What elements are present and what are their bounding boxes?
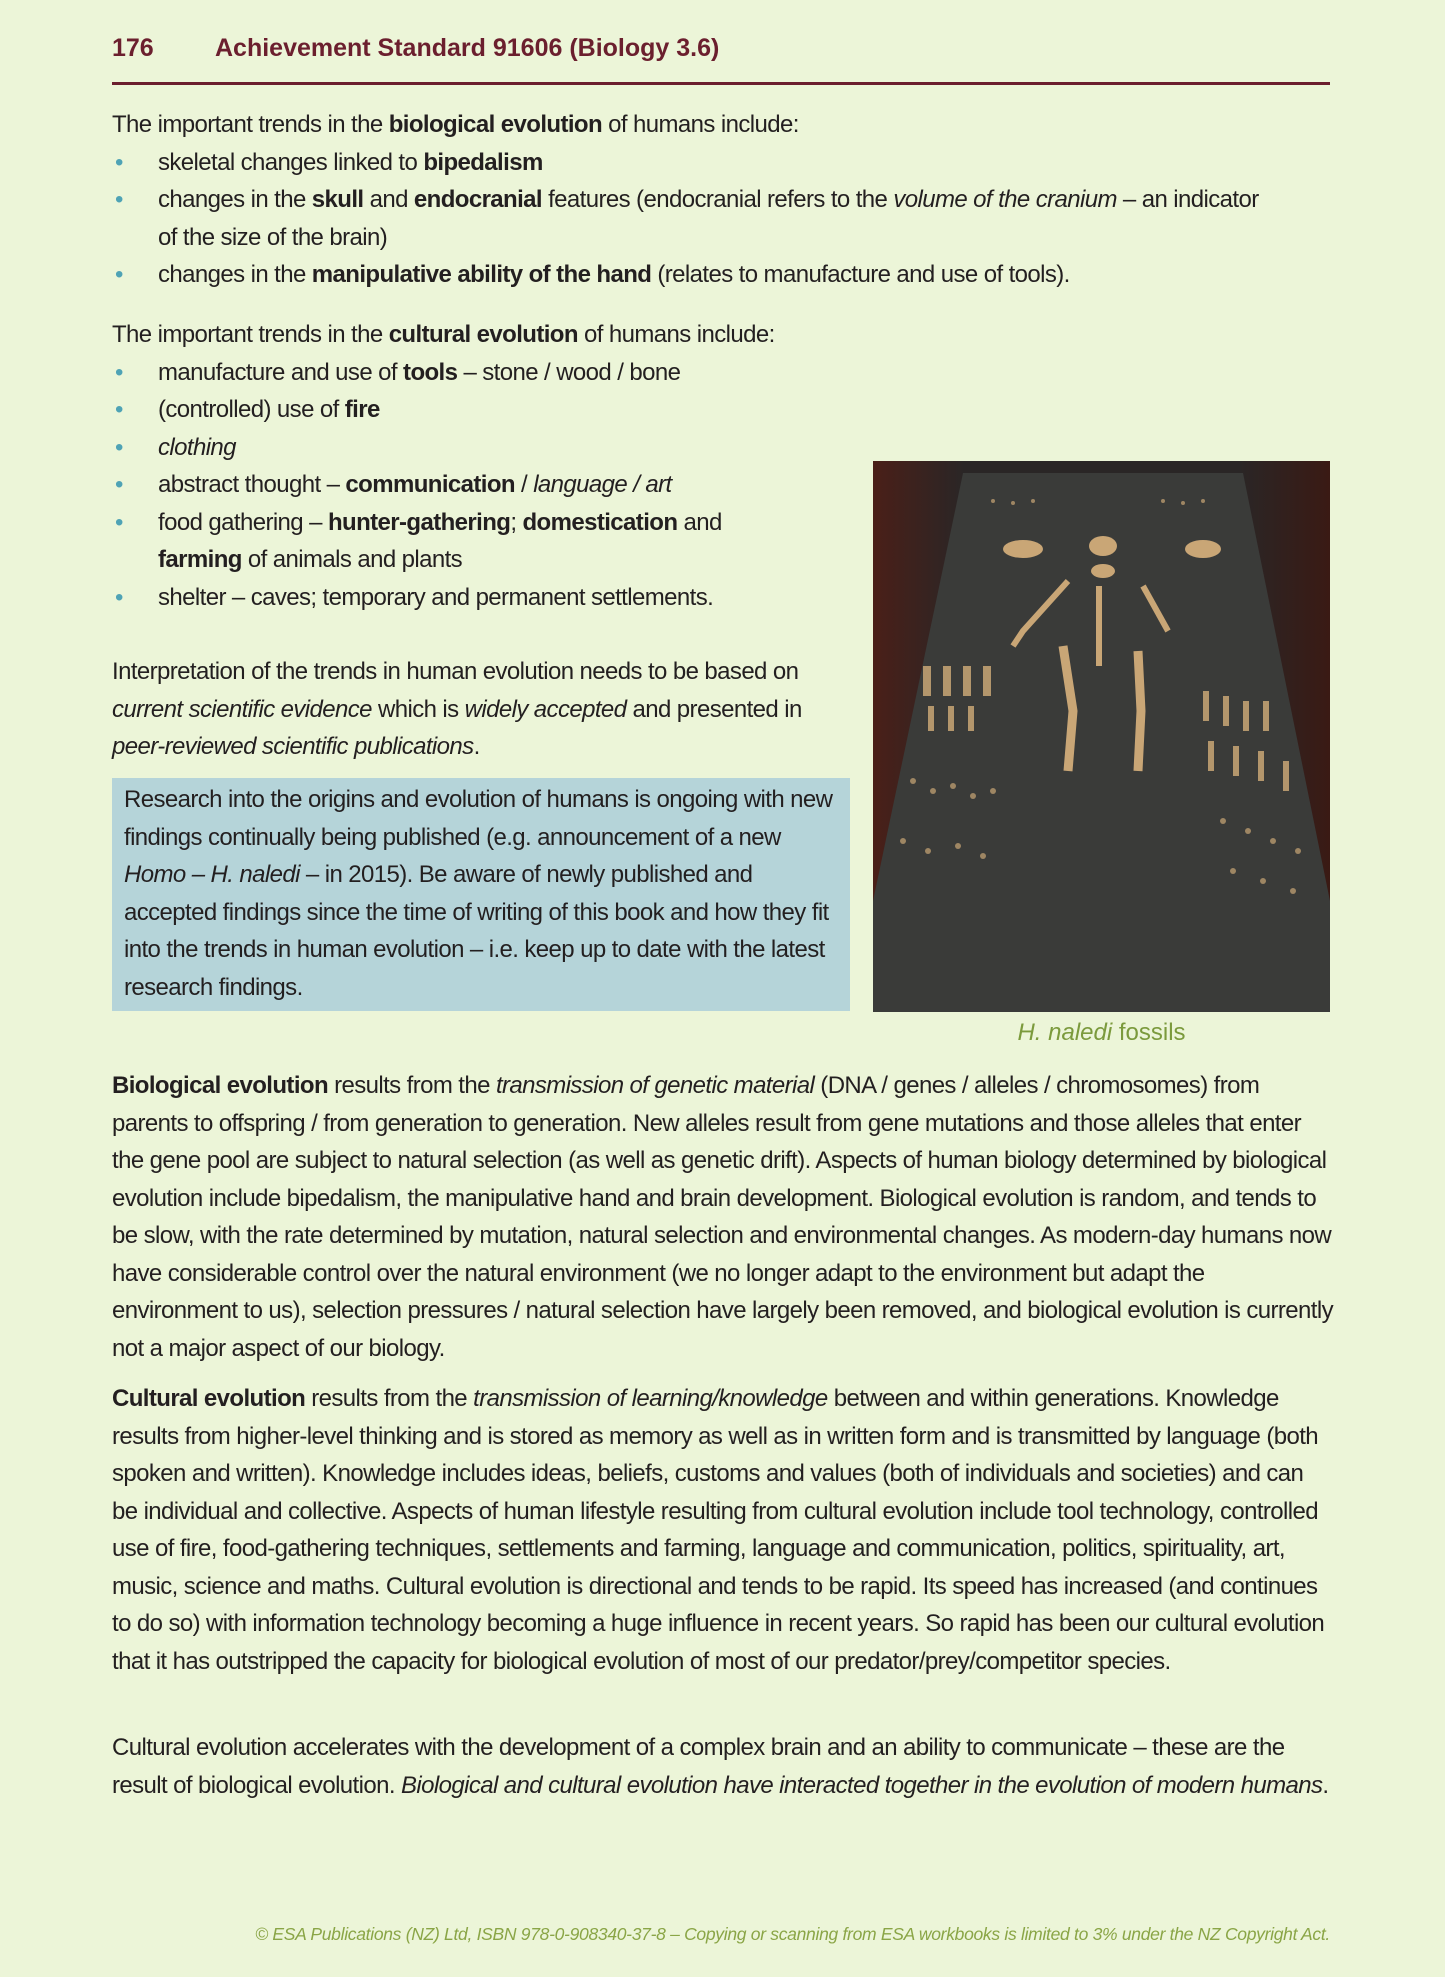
list-item: • manufacture and use of tools – stone / wood / bone bbox=[112, 354, 812, 392]
bullet-icon: • bbox=[115, 583, 123, 611]
bullet-icon: • bbox=[115, 508, 123, 536]
biological-evolution-paragraph: Biological evolution results from the transmission of genetic material (DNA / genes / alleles / chromosomes) from parents to offspring / from generation to generation. New alleles result from gene mutations and those alleles that enter the gene pool are subject to natural selection (as well as genetic drift). Aspects of human biology determined by biological evolution include bipedalism, the manipulative hand and brain development. Biological evolution is random, and tends to be slow, with the rate determined by mutation, natural selection and environmental changes. As modern-day humans now have considerable control over the natural environment (we no longer adapt to the environment but adapt the environment to us), selection pressures / natural selection have largely been removed, and biological evolution is currently not a major aspect of our biology. bbox=[112, 1072, 1333, 1362]
bullet-icon: • bbox=[115, 471, 123, 498]
bullet-icon: • bbox=[115, 396, 123, 423]
list-item: • changes in the skull and endocranial features (endocranial refers to the volume of the cranium – an indicator of the size of the brain) bbox=[112, 181, 1332, 256]
research-note-text: Research into the origins and evolution of humans is ongoing with new findings continually being published (e.g. announcement of a new Homo – H. naledi – in 2015). Be aware of newly published and accepted findings since the time of writing of this book and how they fit into the trends in human evolution – i.e. keep up to date with the latest research findings. bbox=[124, 786, 833, 1001]
biological-trends-intro: The important trends in the biological evolution of humans include: bbox=[112, 111, 799, 138]
h-naledi-fossils-photo bbox=[873, 461, 1330, 1012]
biological-trends-list bbox=[112, 144, 1332, 294]
figure-caption: H. naledi fossils bbox=[1017, 1019, 1186, 1046]
cultural-trends-list bbox=[112, 354, 872, 617]
biological-trends-section bbox=[112, 106, 1332, 294]
bullet-icon: • bbox=[115, 186, 123, 213]
interpretation-paragraph: Interpretation of the trends in human evolution needs to be based on current scientific evidence which is widely accepted and presented in peer-reviewed scientific publications. bbox=[112, 658, 802, 760]
list-item: • shelter – caves; temporary and permanent settlements. bbox=[112, 579, 812, 617]
list-item: • clothing bbox=[112, 429, 812, 467]
list-item: • (controlled) use of fire bbox=[112, 391, 812, 429]
research-note-box bbox=[112, 778, 850, 1011]
list-item: • abstract thought – communication / language / art bbox=[112, 466, 812, 504]
bullet-icon: • bbox=[115, 148, 123, 176]
page-title: Achievement Standard 91606 (Biology 3.6) bbox=[215, 34, 720, 62]
list-item: • food gathering – hunter-gathering; domestication and farming of animals and plants bbox=[112, 504, 812, 579]
bullet-icon: • bbox=[115, 433, 123, 461]
cultural-trends-section bbox=[112, 316, 872, 616]
fossils-image-icon bbox=[873, 461, 1330, 1012]
cultural-evolution-paragraph: Cultural evolution results from the transmission of learning/knowledge between and within generations. Knowledge results from higher-level thinking and is stored as memory as well as in written form and is transmitted by language (both spoken and written). Knowledge includes ideas, beliefs, customs and values (both of individuals and societies) and can be individual and collective. Aspects of human lifestyle resulting from cultural evolution include tool technology, controlled use of fire, food-gathering techniques, settlements and farming, language and communication, politics, spirituality, art, music, science and maths. Cultural evolution is directional and tends to be rapid. Its speed has increased (and continues to do so) with information technology becoming a huge influence in recent years. So rapid has been our cultural evolution that it has outstripped the capacity for biological evolution of most of our predator/prey/competitor species. bbox=[112, 1385, 1325, 1675]
bullet-icon: • bbox=[115, 261, 123, 288]
copyright-footer: © ESA Publications (NZ) Ltd, ISBN 978-0-908340-37-8 – Copying or scanning from ESA workbooks is limited to 3% under the NZ Copyright Act. bbox=[255, 1924, 1330, 1944]
cultural-trends-intro: The important trends in the cultural evolution of humans include: bbox=[112, 321, 775, 348]
page-header bbox=[112, 30, 1330, 85]
list-item: • changes in the manipulative ability of the hand (relates to manufacture and use of tools). bbox=[112, 256, 1332, 294]
list-item: • skeletal changes linked to bipedalism bbox=[112, 144, 1332, 182]
page-number: 176 bbox=[112, 34, 154, 62]
bullet-icon: • bbox=[115, 358, 123, 386]
conclusion-paragraph: Cultural evolution accelerates with the development of a complex brain and an ability to communicate – these are the result of biological evolution. Biological and cultural evolution have interacted together in the evolution of modern humans. bbox=[112, 1734, 1329, 1799]
